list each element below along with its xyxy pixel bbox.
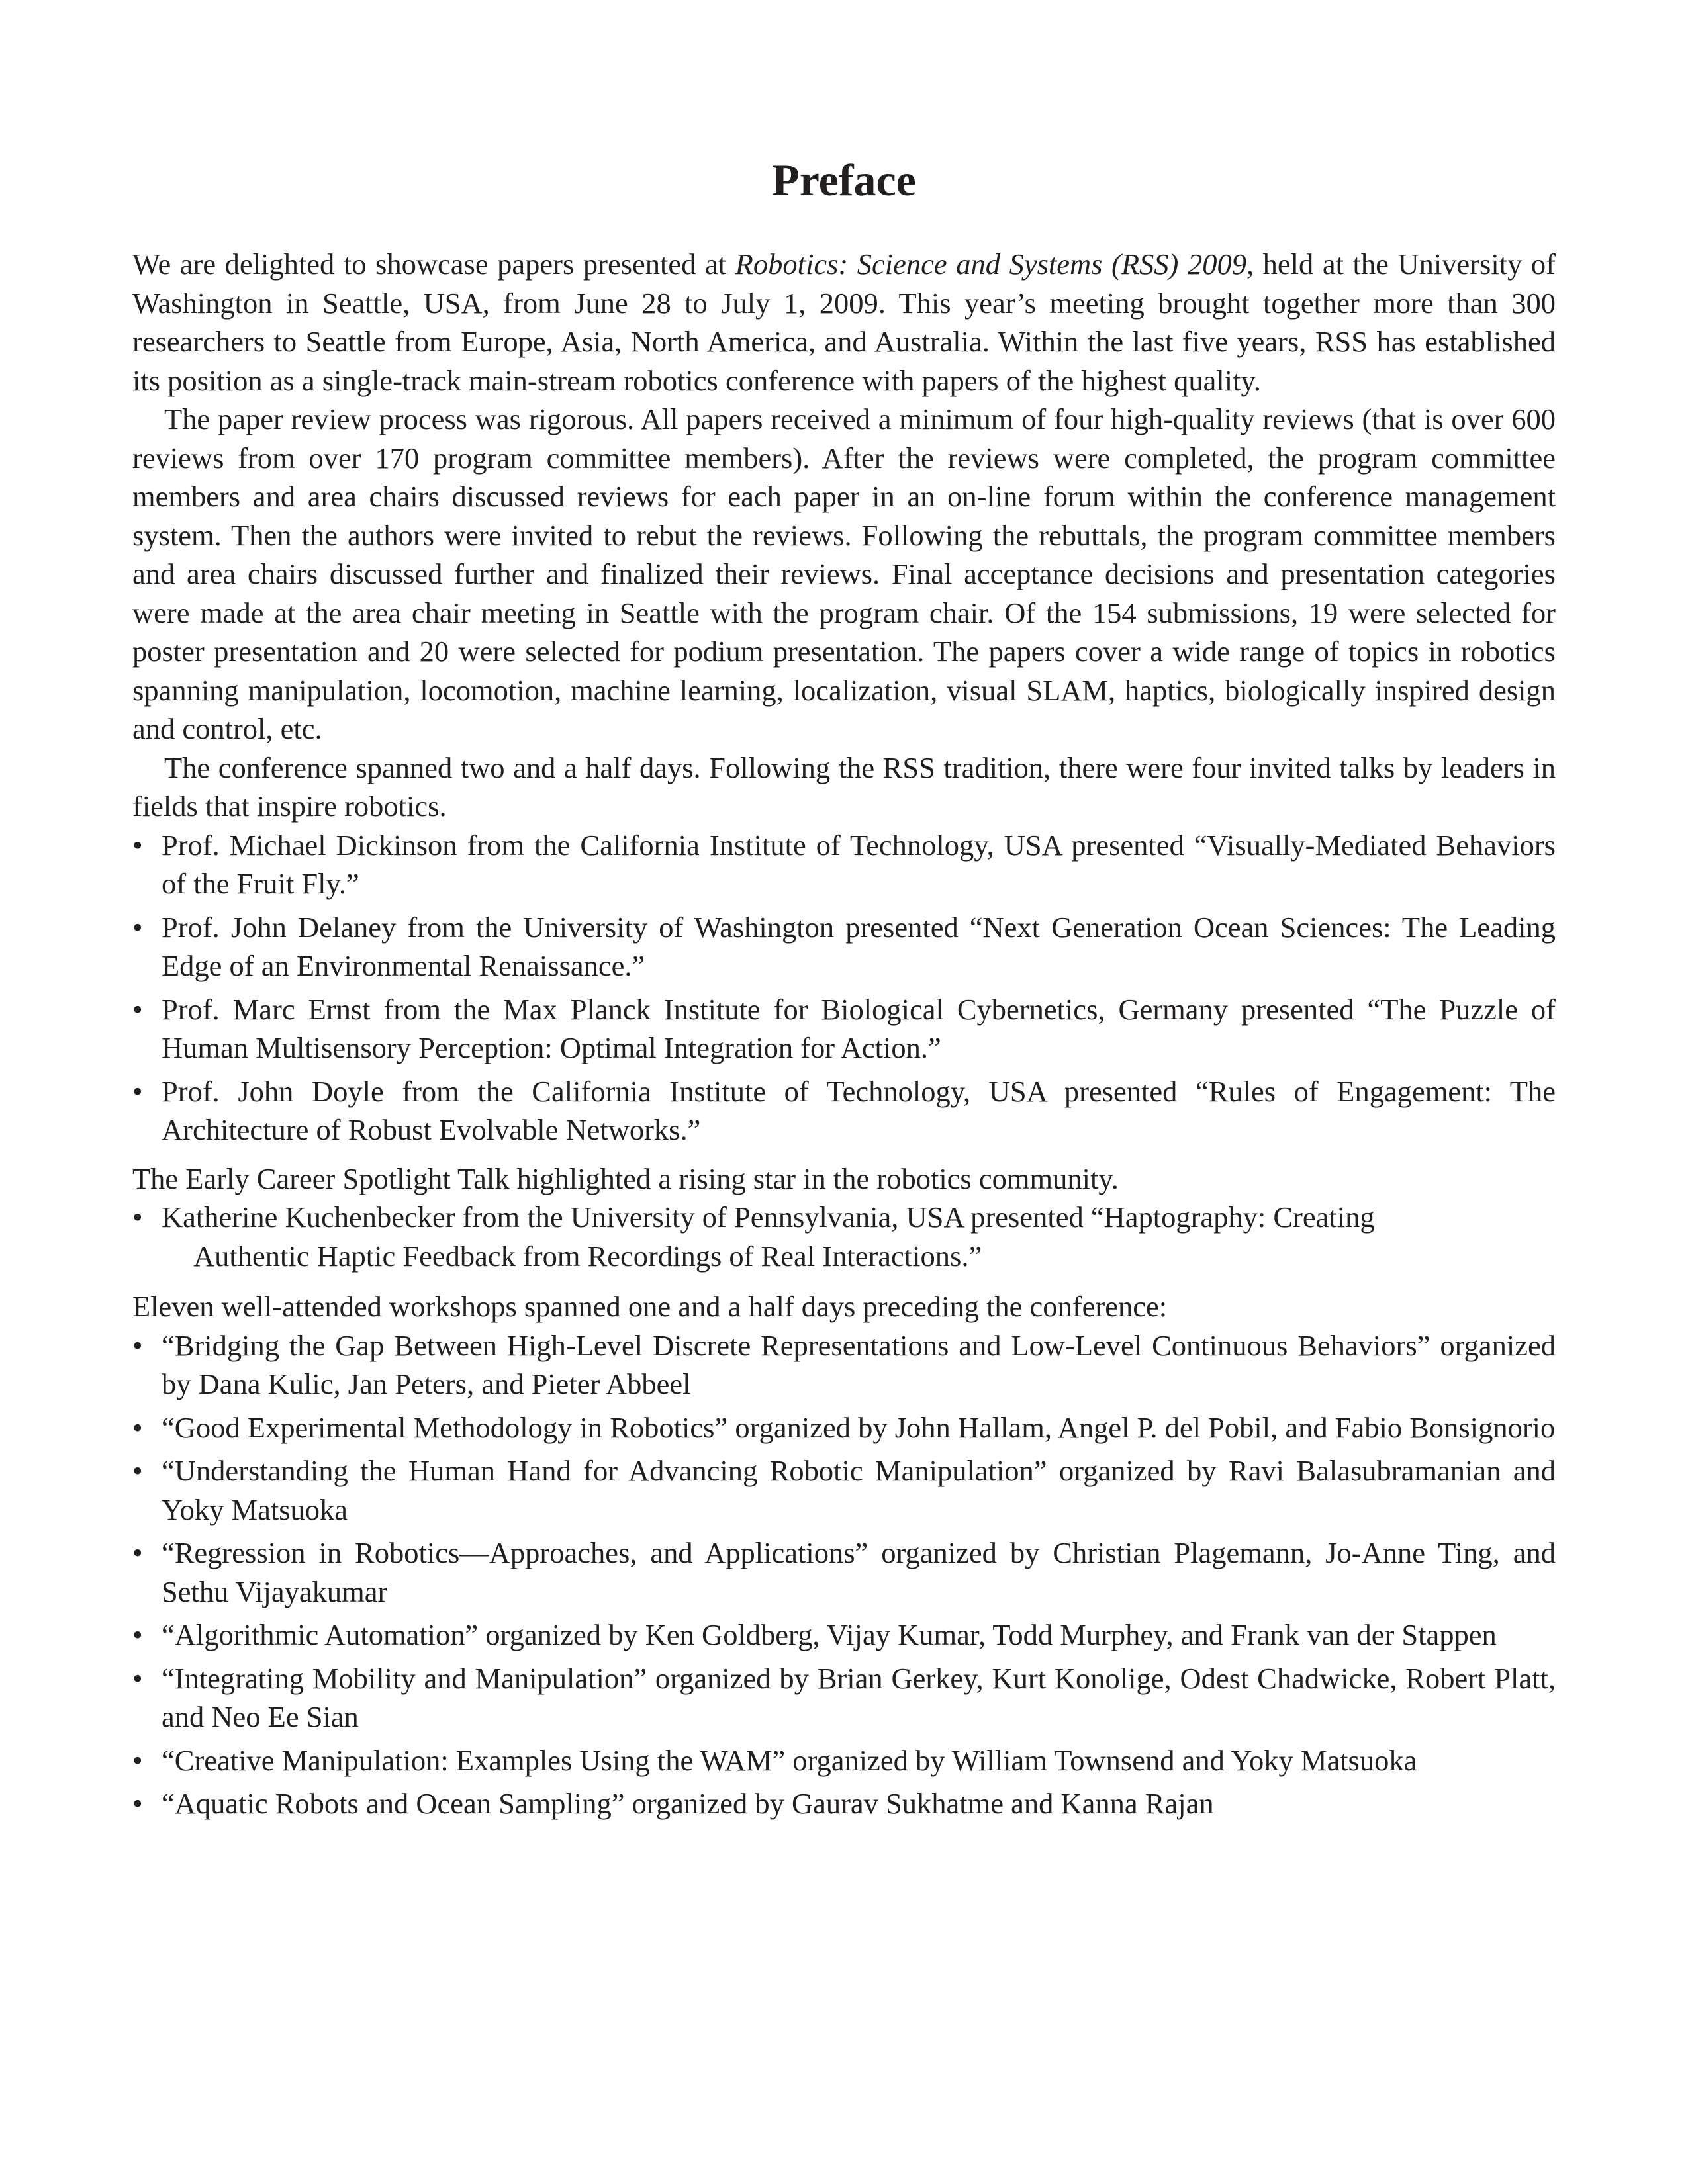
bullet-icon: • — [132, 1410, 143, 1444]
list-item: • “Understanding the Human Hand for Advancing Robotic Manipulation” organized by Ravi Balasubramanian and Yoky Matsuoka — [132, 1451, 1556, 1529]
bullet-icon: • — [132, 992, 143, 1026]
list-item: • “Regression in Robotics—Approaches, and Applications” organized by Christian Plagemann, Jo-Anne Ting, and Sethu Vijayakumar — [132, 1533, 1556, 1611]
bullet-icon: • — [132, 1536, 143, 1569]
page-title: Preface — [772, 155, 916, 205]
review-process-paragraph: The paper review process was rigorous. All papers received a minimum of four high-quality reviews (that is over 600 reviews from over 170 program committee members). After the reviews were completed, the program committee members and area chairs discussed reviews for each paper in an on-line forum within the conference management system. Then the authors were invited to rebut the reviews. Following the rebuttals, the program committee members and area chairs discussed further and finalized their reviews. Final acceptance decisions and presentation categories were made at the area chair meeting in Seattle with the program chair. Of the 154 submissions, 19 were selected for poster presentation and 20 were selected for podium presentation. The papers cover a wide range of topics in robotics spanning manipulation, locomotion, machine learning, localization, visual SLAM, haptics, biologically inspired design and control, etc. — [132, 402, 1556, 745]
list-item: • “Integrating Mobility and Manipulation” organized by Brian Gerkey, Kurt Konolige, Odest Chadwicke, Robert Platt, and Neo Ee Sian — [132, 1659, 1556, 1737]
intro-paragraph: We are delighted to showcase papers presented at Robotics: Science and Systems (RSS) 2009, held at the University of Washington in Seattle, USA, from June 28 to July 1, 2009. This year’s meeting brought together more than 300 researchers to Seattle from Europe, Asia, North America, and Australia. Within the last five years, RSS has established its position as a single-track main-stream robotics conference with papers of the highest quality. — [132, 248, 1556, 397]
bullet-icon: • — [132, 1074, 143, 1108]
list-item: • Prof. Michael Dickinson from the California Institute of Technology, USA presented “Visually-Mediated Behaviors of the Fruit Fly.” — [132, 826, 1556, 903]
bullet-icon: • — [132, 1618, 143, 1651]
spotlight-intro: The Early Career Spotlight Talk highlighted a rising star in the robotics community. — [132, 1161, 1119, 1195]
list-item: • “Algorithmic Automation” organized by Ken Goldberg, Vijay Kumar, Todd Murphey, and Frank van der Stappen — [132, 1615, 1556, 1655]
list-item: • Prof. Marc Ernst from the Max Planck Institute for Biological Cybernetics, Germany presented “The Puzzle of Human Multisensory Perception: Optimal Integration for Action.” — [132, 990, 1556, 1068]
bullet-icon: • — [132, 1743, 143, 1777]
bullet-icon: • — [132, 828, 143, 862]
list-item: • Prof. John Doyle from the California Institute of Technology, USA presented “Rules of Engagement: The Architecture of Robust Evolvable Networks.” — [132, 1072, 1556, 1150]
list-item: • “Aquatic Robots and Ocean Sampling” organized by Gaurav Sukhatme and Kanna Rajan — [132, 1784, 1556, 1823]
workshops-intro: Eleven well-attended workshops spanned one and a half days preceding the conference: — [132, 1290, 1168, 1323]
list-item: • Katherine Kuchenbecker from the University of Pennsylvania, USA presented “Haptography: Creating Authentic Haptic Feedback from Recordings of Real Interactions.” — [132, 1198, 1556, 1275]
invited-talks-intro: The conference spanned two and a half days. Following the RSS tradition, there were four invited talks by leaders in fields that inspire robotics. — [132, 751, 1556, 823]
workshops-list — [132, 1326, 1556, 1823]
bullet-icon: • — [132, 1201, 143, 1234]
bullet-icon: • — [132, 1454, 143, 1487]
bullet-icon: • — [132, 1661, 143, 1695]
bullet-icon: • — [132, 910, 143, 944]
list-item: • “Creative Manipulation: Examples Using the WAM” organized by William Townsend and Yoky Matsuoka — [132, 1741, 1556, 1780]
spotlight-list — [132, 1198, 1556, 1275]
preface-body — [132, 245, 1556, 1828]
bullet-icon: • — [132, 1328, 143, 1362]
list-item: • “Bridging the Gap Between High-Level Discrete Representations and Low-Level Continuous Behaviors” organized by Dana Kulic, Jan Peters, and Pieter Abbeel — [132, 1326, 1556, 1404]
bullet-icon: • — [132, 1787, 143, 1820]
invited-talks-list — [132, 826, 1556, 1150]
conference-name: Robotics: Science and Systems (RSS) 2009 — [735, 248, 1246, 281]
list-item: • Prof. John Delaney from the University of Washington presented “Next Generation Ocean Sciences: The Leading Edge of an Environmental Renaissance.” — [132, 908, 1556, 985]
list-item: • “Good Experimental Methodology in Robotics” organized by John Hallam, Angel P. del Pobil, and Fabio Bonsignorio — [132, 1408, 1556, 1447]
